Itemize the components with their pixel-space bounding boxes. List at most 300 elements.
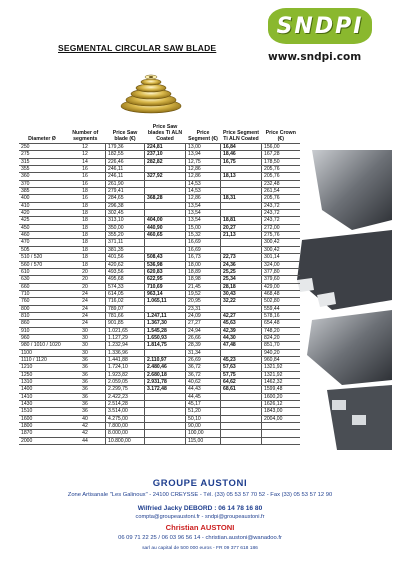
table-row (19, 342, 300, 349)
cell-price-crown: 205,76 (262, 166, 301, 173)
cell-price-segment: 13,94 (186, 151, 221, 158)
cell-price-segment: 18,89 (186, 268, 221, 275)
cell-segments: 36 (65, 401, 106, 408)
cell-segments: 16 (65, 166, 106, 173)
cell-segments: 30 (65, 334, 106, 341)
cell-diameter: 1510 (19, 408, 65, 415)
cell-price-blade-coated (145, 246, 186, 253)
cell-price-blade-coated: 460,65 (145, 232, 186, 239)
cell-price-segment: 50,10 (186, 415, 221, 422)
cell-price-segment: 26,66 (186, 334, 221, 341)
cell-price-crown: 2004,00 (262, 415, 301, 422)
cell-price-segment: 36,72 (186, 371, 221, 378)
col-header-price-segment-coated: Price Segment Ti ALN Coated (222, 130, 260, 142)
cell-segments: 24 (65, 320, 106, 327)
cell-price-crown (262, 423, 301, 430)
cell-segments: 40 (65, 415, 106, 422)
table-row (19, 188, 300, 195)
cell-price-blade: 1.923,82 (106, 371, 145, 378)
cell-price-blade: 7.800,00 (106, 423, 145, 430)
cell-price-segment-coated: 24,36 (221, 261, 262, 268)
cell-price-blade: 574,33 (106, 283, 145, 290)
cell-segments: 16 (65, 180, 106, 187)
cell-price-segment-coated (221, 166, 262, 173)
cell-price-segment: 100,00 (186, 430, 221, 437)
cell-price-crown: 243,72 (262, 217, 301, 224)
cell-price-segment: 19,52 (186, 290, 221, 297)
cell-price-crown (262, 430, 301, 437)
table-row (19, 166, 300, 173)
cell-segments: 12 (65, 151, 106, 158)
cell-price-crown: 1600,20 (262, 393, 301, 400)
cell-price-blade-coated (145, 393, 186, 400)
cell-price-segment: 31,34 (186, 349, 221, 356)
cell-price-segment: 24,94 (186, 327, 221, 334)
table-body (19, 144, 300, 445)
cell-diameter: 355 (19, 166, 65, 173)
col-header-segments: Number of segments (72, 130, 99, 142)
cell-segments: 36 (65, 393, 106, 400)
cell-price-blade-coated (145, 210, 186, 217)
cell-price-segment: 15,00 (186, 224, 221, 231)
table-row (19, 180, 300, 187)
cell-price-crown: 205,76 (262, 173, 301, 180)
cell-price-blade-coated: 368,28 (145, 195, 186, 202)
cell-segments: 18 (65, 210, 106, 217)
cell-price-blade: 2.299,75 (106, 386, 145, 393)
cell-price-crown: 261,54 (262, 188, 301, 195)
cell-price-segment-coated (221, 401, 262, 408)
cell-price-crown: 1321,92 (262, 371, 301, 378)
cell-price-crown: 429,00 (262, 283, 301, 290)
cell-price-blade: 2.514,28 (106, 401, 145, 408)
cell-segments: 24 (65, 305, 106, 312)
cell-price-segment: 28,39 (186, 342, 221, 349)
cell-price-crown: 243,72 (262, 202, 301, 209)
table-row (19, 290, 300, 297)
col-header-price-blade: Price Saw blade (€) (112, 130, 138, 142)
cell-price-segment: 20,95 (186, 298, 221, 305)
cell-price-segment-coated (221, 393, 262, 400)
price-table (19, 124, 300, 445)
cell-price-blade-coated (145, 305, 186, 312)
cell-price-crown: 301,14 (262, 254, 301, 261)
cell-price-segment: 90,00 (186, 423, 221, 430)
cell-price-blade: 495,68 (106, 276, 145, 283)
cell-segments: 16 (65, 173, 106, 180)
cell-price-crown: 379,60 (262, 276, 301, 283)
cell-segments: 18 (65, 217, 106, 224)
table-row (19, 401, 300, 408)
table-row (19, 437, 300, 444)
cell-price-blade: 789,07 (106, 305, 145, 312)
cell-price-crown: 324,00 (262, 261, 301, 268)
cell-price-crown: 960,84 (262, 356, 301, 363)
cell-price-blade: 1.336,96 (106, 349, 145, 356)
cell-price-segment: 16,69 (186, 239, 221, 246)
logo-badge (268, 8, 372, 44)
cell-price-crown: 851,70 (262, 342, 301, 349)
table-row (19, 334, 300, 341)
cell-price-blade-coated: 1.065,11 (145, 298, 186, 305)
cell-segments: 36 (65, 371, 106, 378)
cell-price-segment-coated: 28,18 (221, 283, 262, 290)
cell-price-blade: 261,90 (106, 180, 145, 187)
cell-price-blade-coated: 963,14 (145, 290, 186, 297)
cell-price-blade-coated (145, 202, 186, 209)
cell-price-blade-coated (145, 430, 186, 437)
table-row (19, 312, 300, 319)
cell-price-blade-coated: 237,10 (145, 151, 186, 158)
cell-price-blade: 302,45 (106, 210, 145, 217)
table-header-row (19, 124, 300, 144)
cell-price-blade: 1.021,65 (106, 327, 145, 334)
col-header-price-crown: Price Crown (€) (265, 130, 296, 142)
table-row (19, 430, 300, 437)
cell-diameter: 370 (19, 180, 65, 187)
table-row (19, 386, 300, 393)
cell-diameter: 1430 (19, 401, 65, 408)
cell-price-blade: 8.000,00 (106, 430, 145, 437)
cell-price-segment: 27,27 (186, 320, 221, 327)
cell-price-segment: 45,17 (186, 401, 221, 408)
cell-diameter: 860 (19, 320, 65, 327)
cell-price-segment: 24,09 (186, 312, 221, 319)
col-header-diameter: Diameter Ø (28, 136, 56, 142)
cell-price-segment: 21,45 (186, 283, 221, 290)
cell-segments: 18 (65, 261, 106, 268)
cell-price-segment: 12,75 (186, 158, 221, 165)
cell-price-blade: 901,85 (106, 320, 145, 327)
table-row (19, 320, 300, 327)
cell-price-blade: 371,11 (106, 239, 145, 246)
cell-price-crown: 232,48 (262, 180, 301, 187)
table-row (19, 224, 300, 231)
cell-price-blade: 2.059,05 (106, 379, 145, 386)
cell-price-blade: 493,56 (106, 268, 145, 275)
cell-price-blade-coated: 1.367,30 (145, 320, 186, 327)
table-row (19, 261, 300, 268)
cell-price-crown: 156,00 (262, 144, 301, 151)
footer-contact-debord: Wilfried Jacky DEBORD : 06 14 78 16 80 (137, 505, 263, 512)
cell-price-segment-coated (221, 180, 262, 187)
cell-price-blade-coated: 536,98 (145, 261, 186, 268)
cell-price-blade-coated: 2.931,78 (145, 379, 186, 386)
cell-price-blade-coated: 508,43 (145, 254, 186, 261)
cell-segments: 20 (65, 276, 106, 283)
cell-diameter: 450 (19, 224, 65, 231)
cell-price-blade-coated (145, 180, 186, 187)
cell-price-segment-coated: 57,75 (221, 371, 262, 378)
cell-price-segment: 14,53 (186, 188, 221, 195)
cell-price-segment: 26,69 (186, 356, 221, 363)
table-row (19, 144, 300, 151)
cell-diameter: 800 (19, 305, 65, 312)
footer-company: GROUPE AUSTONI (152, 478, 248, 489)
cell-diameter: 410 (19, 202, 65, 209)
cell-price-blade-coated (145, 401, 186, 408)
table-row (19, 356, 300, 363)
cell-price-crown: 468,48 (262, 290, 301, 297)
cell-price-crown: 748,20 (262, 327, 301, 334)
cell-price-segment: 13,54 (186, 217, 221, 224)
cell-price-crown: 377,80 (262, 268, 301, 275)
table-row (19, 210, 300, 217)
table-row (19, 254, 300, 261)
cell-price-segment: 12,86 (186, 166, 221, 173)
cell-price-blade: 179,36 (106, 144, 145, 151)
cell-price-segment: 40,62 (186, 379, 221, 386)
cell-price-segment-coated: 45,63 (221, 320, 262, 327)
cell-price-crown: 178,50 (262, 158, 301, 165)
cell-price-segment-coated: 16,84 (221, 144, 262, 151)
cell-price-blade-coated: 2.480,46 (145, 364, 186, 371)
cell-price-blade-coated: 620,83 (145, 268, 186, 275)
cell-price-crown (262, 437, 301, 444)
cell-price-segment-coated: 45,23 (221, 356, 262, 363)
cell-price-segment-coated: 30,43 (221, 290, 262, 297)
cell-diameter: 560 / 570 (19, 261, 65, 268)
cell-diameter: 710 (19, 290, 65, 297)
cell-price-segment: 44,45 (186, 393, 221, 400)
cell-price-segment: 51,20 (186, 408, 221, 415)
footer-phones: 06 09 71 22 25 / 06 03 96 56 14 - christian.austoni@wanadoo.fr (118, 535, 282, 541)
cell-price-blade: 2.422,23 (106, 393, 145, 400)
cell-segments: 44 (65, 437, 106, 444)
cell-price-segment-coated (221, 349, 262, 356)
cell-price-crown: 243,72 (262, 210, 301, 217)
cell-price-blade: 313,10 (106, 217, 145, 224)
cell-segments: 18 (65, 254, 106, 261)
cell-price-crown: 272,00 (262, 224, 301, 231)
cell-price-blade: 226,46 (106, 158, 145, 165)
cell-price-segment-coated (221, 210, 262, 217)
cell-diameter: 960 (19, 334, 65, 341)
cell-price-blade-coated (145, 349, 186, 356)
cell-price-blade: 4.275,00 (106, 415, 145, 422)
cell-price-crown: 205,76 (262, 195, 301, 202)
cell-price-crown: 1462,32 (262, 379, 301, 386)
saw-blade-stack-image (120, 62, 182, 114)
cell-price-segment-coated (221, 423, 262, 430)
cell-price-segment: 16,69 (186, 246, 221, 253)
table-row (19, 371, 300, 378)
cell-segments: 20 (65, 283, 106, 290)
footer-emails[interactable]: compta@groupeaustoni.fr - sndpi@groupeaustoni.fr (135, 514, 265, 520)
cell-price-blade: 296,38 (106, 202, 145, 209)
cell-price-blade: 182,55 (106, 151, 145, 158)
table-row (19, 298, 300, 305)
cell-diameter: 275 (19, 151, 65, 158)
cell-segments: 24 (65, 312, 106, 319)
cell-price-crown: 300,42 (262, 239, 301, 246)
cell-diameter: 510 / 520 (19, 254, 65, 261)
cell-price-blade-coated: 224,81 (145, 144, 186, 151)
table-row (19, 364, 300, 371)
cell-price-segment: 44,43 (186, 386, 221, 393)
cell-price-segment-coated: 42,39 (221, 327, 262, 334)
cell-segments: 18 (65, 239, 106, 246)
cell-price-blade: 279,41 (106, 188, 145, 195)
cell-price-segment: 14,53 (186, 180, 221, 187)
cell-segments: 24 (65, 298, 106, 305)
cell-price-blade-coated: 3.172,48 (145, 386, 186, 393)
table-row (19, 415, 300, 422)
cell-price-blade: 246,11 (106, 166, 145, 173)
cell-segments: 36 (65, 408, 106, 415)
cell-price-blade-coated (145, 437, 186, 444)
cell-price-crown: 1599,48 (262, 386, 301, 393)
segment-tools-image (292, 150, 392, 450)
table-row (19, 283, 300, 290)
table-row (19, 232, 300, 239)
cell-price-segment-coated (221, 239, 262, 246)
cell-diameter: 2000 (19, 437, 65, 444)
cell-price-segment-coated: 64,62 (221, 379, 262, 386)
cell-price-segment-coated: 16,75 (221, 158, 262, 165)
cell-price-segment-coated: 21,13 (221, 232, 262, 239)
cell-price-blade: 1.441,88 (106, 356, 145, 363)
cell-price-segment: 36,72 (186, 364, 221, 371)
table-row (19, 379, 300, 386)
cell-price-segment-coated (221, 188, 262, 195)
cell-price-crown: 654,48 (262, 320, 301, 327)
cell-price-segment: 13,54 (186, 202, 221, 209)
cell-price-segment-coated: 18,46 (221, 151, 262, 158)
cell-segments: 18 (65, 188, 106, 195)
cell-price-blade: 614,05 (106, 290, 145, 297)
cell-price-blade-coated (145, 415, 186, 422)
cell-price-blade: 1.232,94 (106, 342, 145, 349)
cell-price-segment: 16,73 (186, 254, 221, 261)
cell-price-blade-coated: 622,95 (145, 276, 186, 283)
cell-price-segment: 23,31 (186, 305, 221, 312)
col-header-price-segment: Price Segment (€) (188, 130, 218, 142)
cell-price-crown: 824,20 (262, 334, 301, 341)
cell-price-segment-coated: 25,25 (221, 268, 262, 275)
footer-legal: sarl au capital de 500 000 euros - FR 09 377 618 186 (142, 546, 258, 551)
cell-diameter: 1250 (19, 371, 65, 378)
cell-diameter: 425 (19, 217, 65, 224)
cell-diameter: 980 / 1010 / 1020 (19, 342, 65, 349)
cell-segments: 18 (65, 224, 106, 231)
cell-segments: 24 (65, 290, 106, 297)
cell-diameter: 400 (19, 195, 65, 202)
cell-price-crown: 1626,12 (262, 401, 301, 408)
table-row (19, 195, 300, 202)
cell-diameter: 1600 (19, 415, 65, 422)
table-row (19, 158, 300, 165)
cell-price-blade: 420,62 (106, 261, 145, 268)
cell-price-crown: 300,42 (262, 246, 301, 253)
cell-price-blade-coated: 2.110,97 (145, 356, 186, 363)
cell-price-blade-coated (145, 239, 186, 246)
table-row (19, 393, 300, 400)
cell-diameter: 250 (19, 144, 65, 151)
cell-diameter: 460 (19, 232, 65, 239)
cell-price-blade: 381,35 (106, 246, 145, 253)
cell-diameter: 360 (19, 173, 65, 180)
cell-price-crown: 940,20 (262, 349, 301, 356)
cell-price-segment: 115,00 (186, 437, 221, 444)
cell-diameter: 1310 (19, 379, 65, 386)
table-row (19, 408, 300, 415)
cell-diameter: 1210 (19, 364, 65, 371)
cell-price-blade-coated: 1.650,93 (145, 334, 186, 341)
cell-price-segment-coated (221, 305, 262, 312)
cell-price-segment-coated (221, 246, 262, 253)
cell-price-segment: 15,32 (186, 232, 221, 239)
cell-segments: 16 (65, 195, 106, 202)
cell-price-segment-coated (221, 408, 262, 415)
cell-diameter: 385 (19, 188, 65, 195)
cell-price-segment-coated: 42,27 (221, 312, 262, 319)
footer-contact-austoni: Christian AUSTONI (165, 523, 235, 532)
brand-logo (258, 6, 394, 66)
cell-price-blade-coated (145, 408, 186, 415)
cell-segments: 18 (65, 232, 106, 239)
cell-price-segment-coated (221, 415, 262, 422)
cell-price-blade-coated (145, 188, 186, 195)
cell-price-segment-coated: 18,13 (221, 173, 262, 180)
cell-price-segment-coated: 44,30 (221, 334, 262, 341)
cell-price-blade-coated: 282,82 (145, 158, 186, 165)
cell-price-blade-coated: 327,92 (145, 173, 186, 180)
cell-segments: 18 (65, 202, 106, 209)
cell-price-blade: 355,20 (106, 232, 145, 239)
cell-price-blade: 1.724,10 (106, 364, 145, 371)
cell-price-segment-coated (221, 430, 262, 437)
cell-diameter: 660 (19, 283, 65, 290)
cell-price-crown: 275,76 (262, 232, 301, 239)
cell-diameter: 760 (19, 298, 65, 305)
cell-price-blade: 350,00 (106, 224, 145, 231)
cell-price-crown: 167,28 (262, 151, 301, 158)
cell-price-blade-coated: 2.680,18 (145, 371, 186, 378)
cell-price-blade-coated (145, 166, 186, 173)
cell-price-segment: 12,86 (186, 195, 221, 202)
cell-price-segment: 12,86 (186, 173, 221, 180)
cell-price-segment: 18,98 (186, 276, 221, 283)
cell-diameter: 315 (19, 158, 65, 165)
cell-price-segment-coated (221, 202, 262, 209)
cell-diameter: 420 (19, 210, 65, 217)
cell-diameter: 1400 (19, 386, 65, 393)
table-row (19, 202, 300, 209)
cell-diameter: 1100 (19, 349, 65, 356)
cell-segments: 42 (65, 430, 106, 437)
cell-price-segment: 18,00 (186, 261, 221, 268)
cell-price-blade: 3.514,00 (106, 408, 145, 415)
cell-price-blade-coated: 710,69 (145, 283, 186, 290)
cell-price-crown: 1843,00 (262, 408, 301, 415)
cell-price-blade-coated (145, 423, 186, 430)
footer-address: Zone Artisanale "Les Galinoux" - 24100 CREYSSE - Tél. (33) 05 53 57 70 52 - Fax (33) 05 53 57 12 90 (67, 492, 333, 498)
cell-price-blade: 716,02 (106, 298, 145, 305)
website-url[interactable]: www.sndpi.com (268, 51, 362, 63)
cell-price-blade-coated: 1.247,11 (145, 312, 186, 319)
table-row (19, 327, 300, 334)
cell-segments: 30 (65, 327, 106, 334)
cell-price-segment: 13,00 (186, 144, 221, 151)
cell-segments: 36 (65, 386, 106, 393)
table-row (19, 151, 300, 158)
cell-segments: 30 (65, 349, 106, 356)
table-row (19, 423, 300, 430)
cell-price-blade-coated: 1.814,75 (145, 342, 186, 349)
cell-segments: 30 (65, 342, 106, 349)
cell-price-blade-coated: 440,90 (145, 224, 186, 231)
